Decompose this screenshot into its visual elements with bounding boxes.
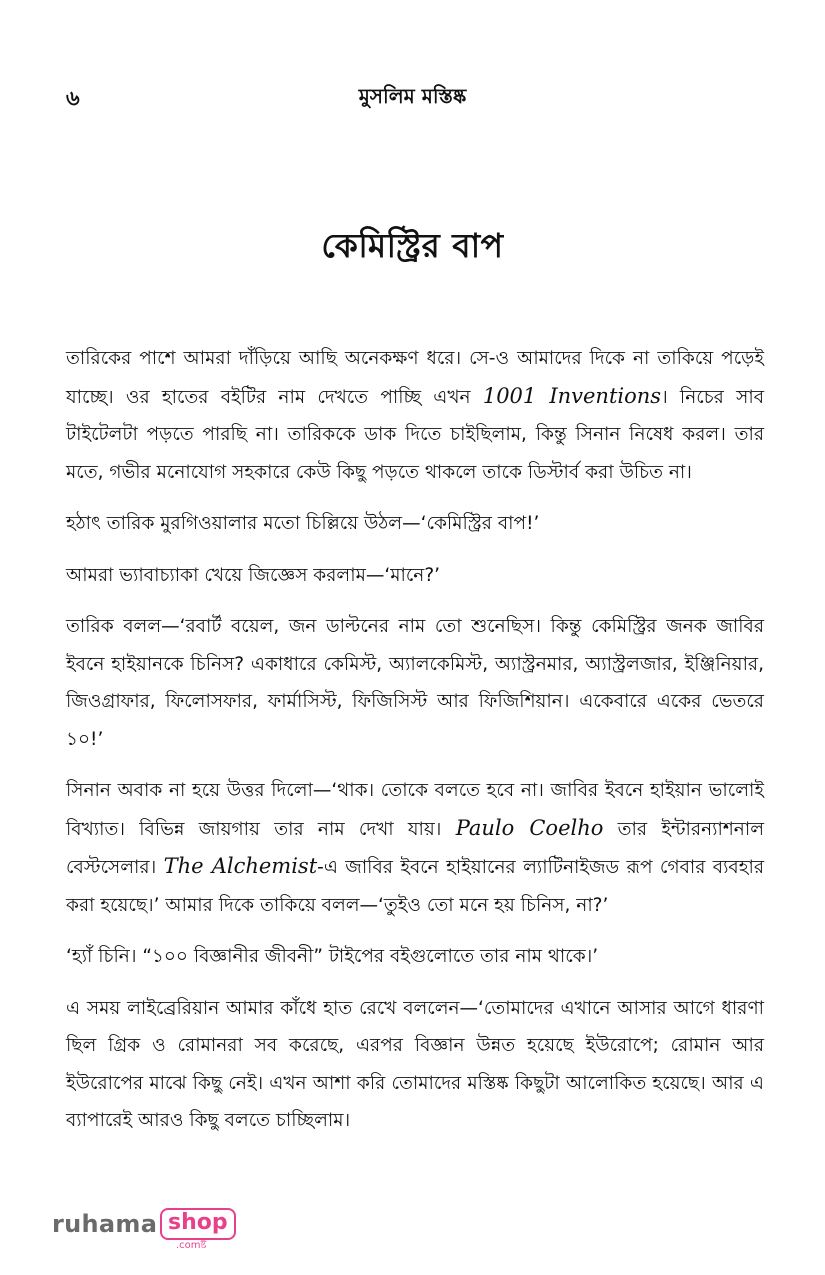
paragraph-7: এ সময় লাইব্রেরিয়ান আমার কাঁধে হাত রেখে বললেন—‘তোমাদের এখানে আসার আগে ধারণা ছিল গ্রিক ও রোমানরা সব করেছে, এরপর বিজ্ঞান উন্নত হয়েছে ইউরোপে; রোমান আর ইউরোপের মাঝে কিছু নেই। এখন আশা করি তোমাদের মস্তিষ্ক কিছুটা আলোকিত হয়েছে। আর এ ব্যাপারেই আরও কিছু বলতে চাচ্ছিলাম।: [66, 997, 764, 1131]
running-title: মুসলিম মস্তিষ্ক: [358, 84, 467, 108]
book-title-1001-inventions: 1001 Inventions: [482, 383, 662, 408]
book-title-the-alchemist: The Alchemist: [163, 854, 318, 878]
paragraph-1-text-a: তারিকের পাশে আমরা দাঁড়িয়ে আছি অনেকক্ষণ ধরে। সে-ও আমাদের দিকে না তাকিয়ে পড়েই যাচ্ছে। ওর হাতের বইটির নাম দেখতে পাচ্ছি এখন: [66, 348, 764, 408]
logo-shop-badge: shop: [160, 1208, 236, 1240]
ruhamashop-logo: [52, 1208, 252, 1251]
paragraph-5: [66, 772, 764, 924]
page-number: ৬: [66, 86, 80, 110]
paragraph-4: তারিক বলল—‘রবার্ট বয়েল, জন ডাল্টনের নাম তো শুনেছিস। কিন্তু কেমিস্ট্রির জনক জাবির ইবনে হাইয়ানকে চিনিস? একাধারে কেমিস্ট, অ্যালকেমিস্ট, অ্যাস্ট্রনমার, অ্যাস্ট্রলজার, ইঞ্জিনিয়ার, জিওগ্রাফার, ফিলোসফার, ফার্মাসিস্ট, ফিজিসিস্ট আর ফিজিশিয়ান। একেবারে একের ভেতরে ১০!’: [66, 616, 764, 750]
body-text: [66, 340, 764, 1154]
paragraph-1-text-c: । নিচের সাব টাইটেলটা পড়তে পারছি না। তারিককে ডাক দিতে চাইছিলাম, কিন্তু সিনান নিষেধ করল। তার মতে, গভীর মনোযোগ সহকারে কেউ কিছু পড়তে থাকলে তাকে ডিস্টার্ব করা উচিত না।: [66, 386, 764, 483]
paragraph-5-text-e: -এ জাবির ইবনে হাইয়ানের ল্যাটিনাইজড রূপ গেবার ব্যবহার করা হয়েছে।’ আমার দিকে তাকিয়ে বলল—‘তুইও তো মনে হয় চিনিস, না?’: [66, 857, 764, 916]
logo-ruhama-text: ruhama: [52, 1210, 158, 1238]
chapter-title: কেমিস্ট্রির বাপ: [321, 226, 504, 266]
paragraph-2: হঠাৎ তারিক মুরগিওয়ালার মতো চিল্লিয়ে উঠল—‘কেমিস্ট্রির বাপ!’: [66, 513, 540, 534]
paragraph-6: ‘হ্যাঁ চিনি। “১০০ বিজ্ঞানীর জীবনী” টাইপের বইগুলোতে তার নাম থাকে।’: [66, 946, 599, 967]
paragraph-5-text-c: তার ইন্টারন্যাশনাল বেস্টসেলার।: [66, 818, 764, 878]
paragraph-3: আমরা ভ্যাবাচ্যাকা খেয়ে জিজ্ঞেস করলাম—‘মানে?’: [66, 564, 441, 586]
paragraph-1: [66, 340, 764, 491]
paragraph-5-text-a: সিনান অবাক না হয়ে উত্তর দিলো—‘থাক। তোকে বলতে হবে না। জাবির ইবনে হাইয়ান ভালোই বিখ্যাত। বিভিন্ন জায়গায় তার নাম দেখা যায়।: [66, 780, 764, 840]
author-name-paulo-coelho: Paulo Coelho: [455, 815, 604, 840]
logo-domain-text: .comষ্ট: [176, 1240, 207, 1251]
page-header: [66, 82, 759, 112]
